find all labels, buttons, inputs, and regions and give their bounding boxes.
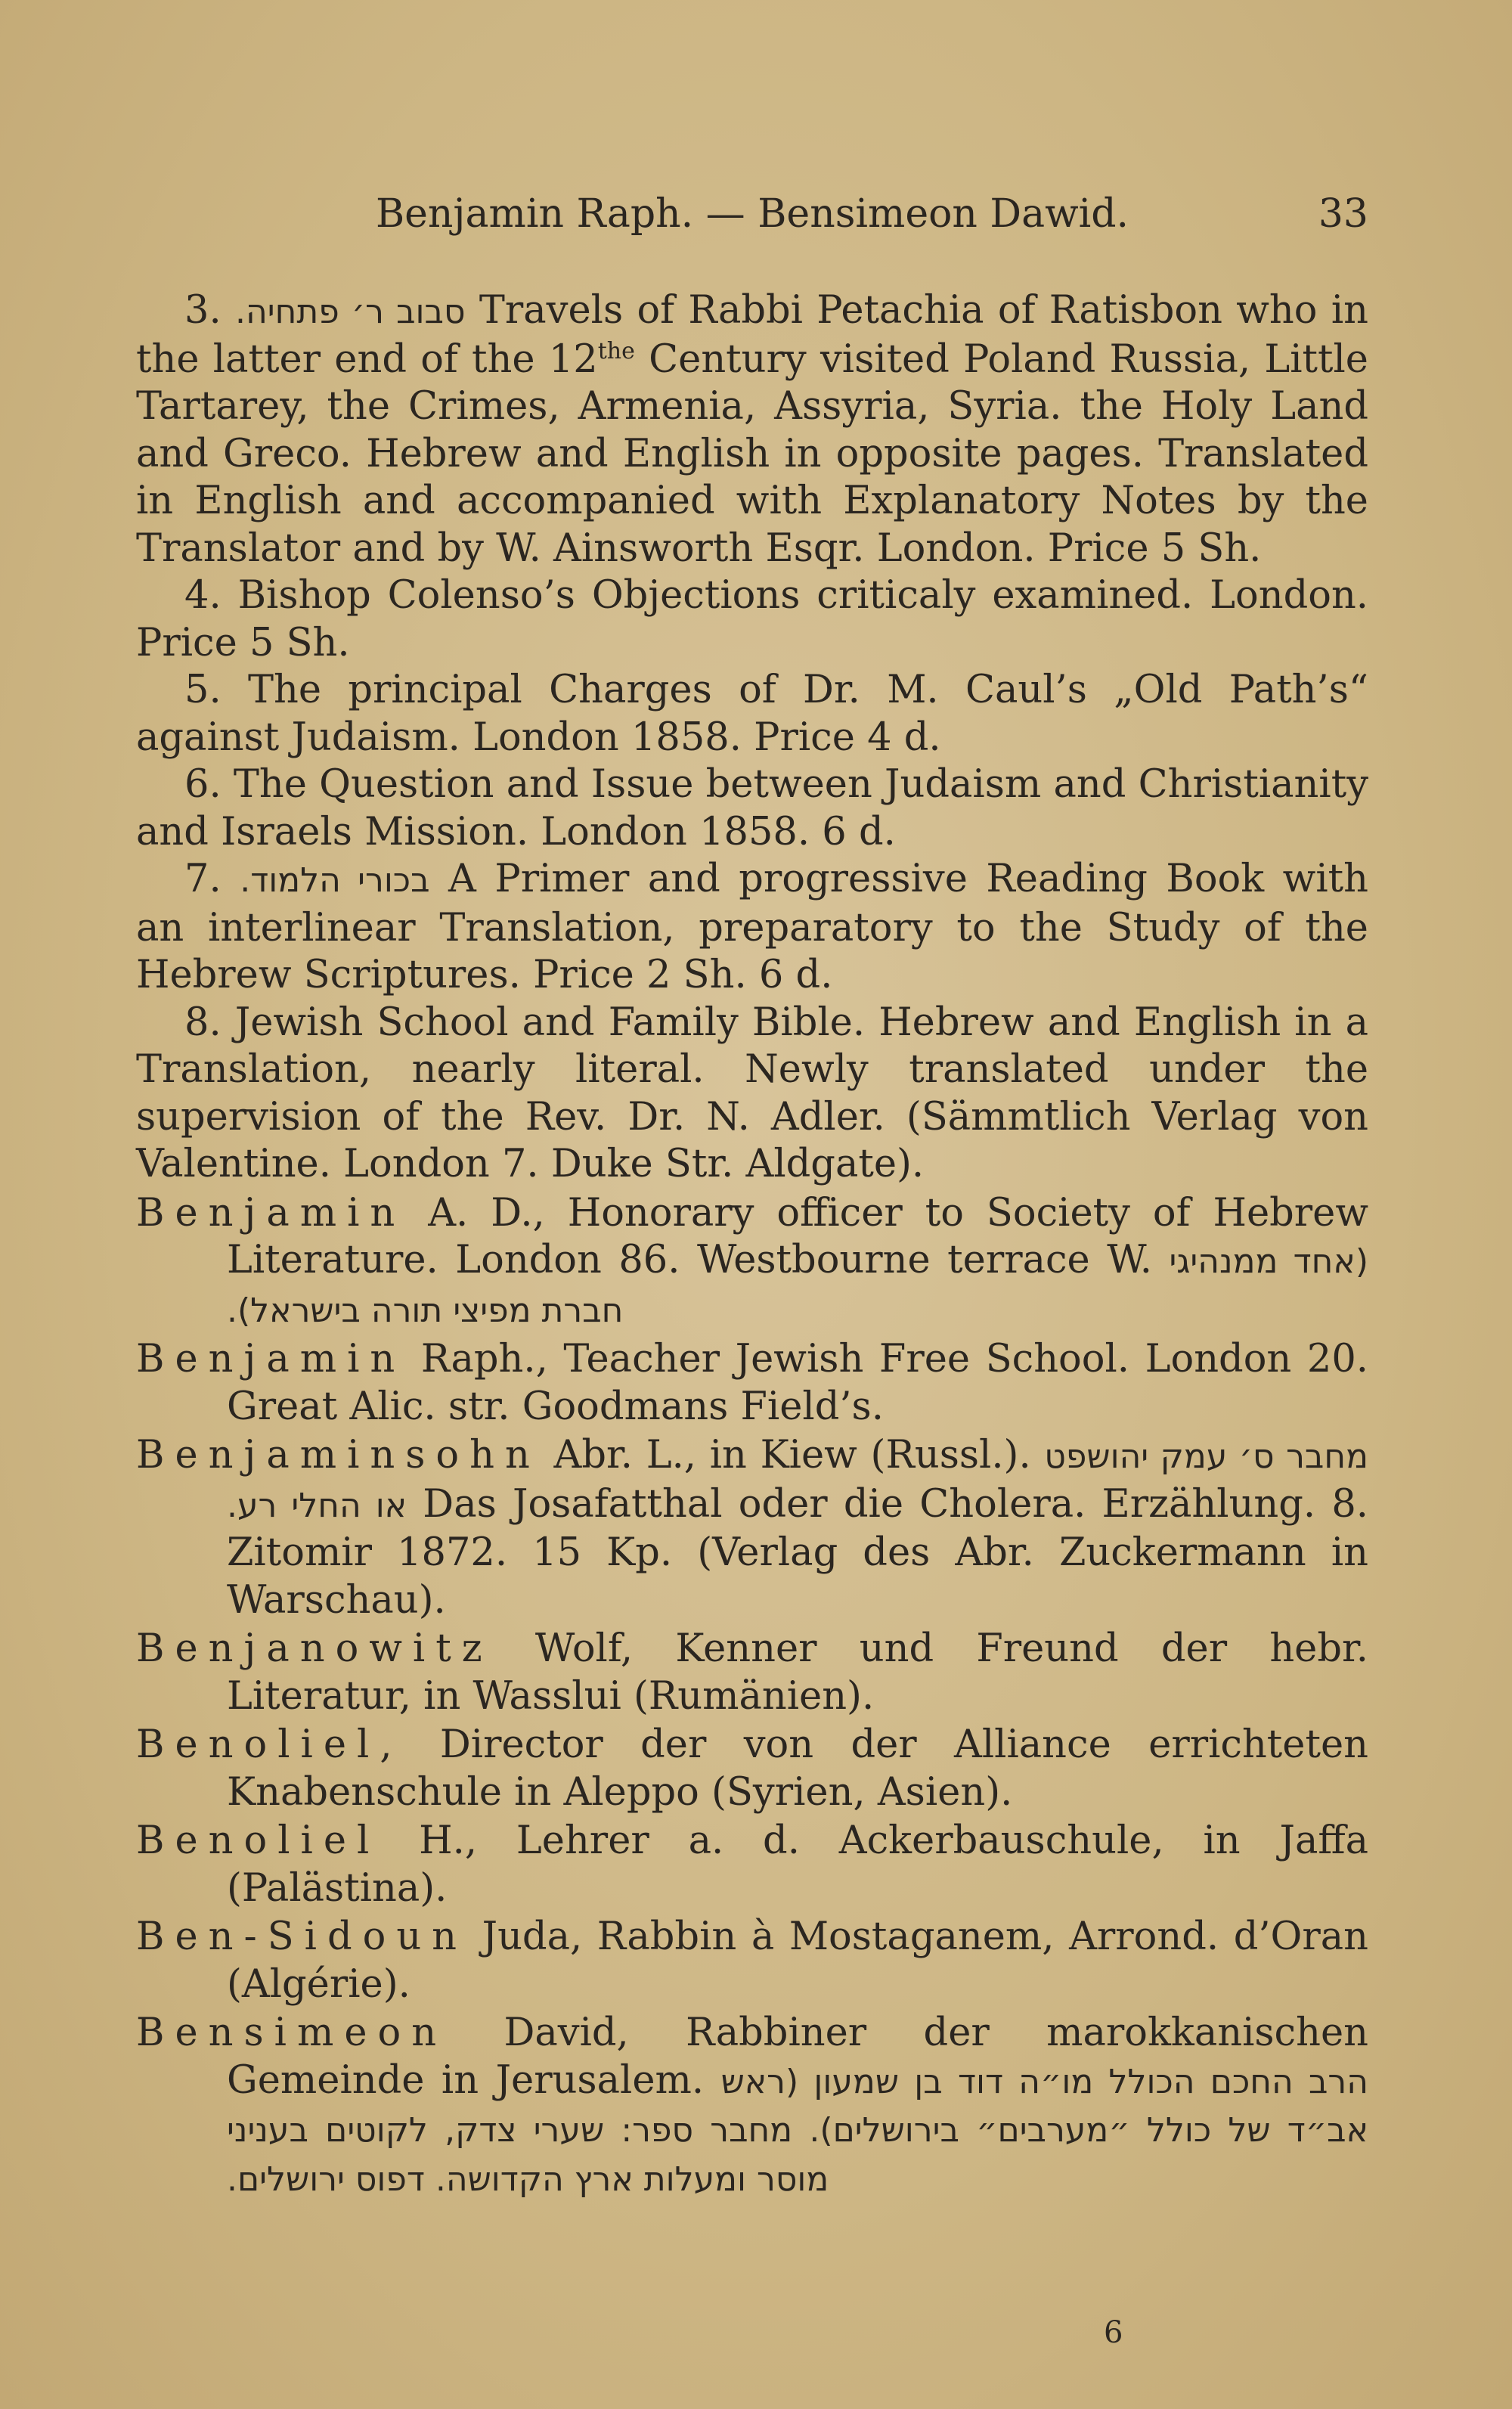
entry-name: Benjamin bbox=[136, 1190, 406, 1236]
entry: Benoliel H., Lehrer a. d. Ackerbauschule, in Jaffa (Palästina). bbox=[136, 1818, 1368, 1911]
entry: Benoliel, Director der von der Alliance errichteten Knabenschule in Aleppo (Syrien, Asien). bbox=[136, 1722, 1368, 1815]
signature-mark: 6 bbox=[1104, 2315, 1123, 2350]
entry-name: Benjanowitz bbox=[136, 1626, 493, 1671]
entry-name: Benoliel, bbox=[136, 1722, 403, 1767]
list-item: 7. בכורי הלמוד. A Primer and progressive Reading Book with an interlinear Translation, preparatory to the Study of the Hebrew Scriptures. Price 2 Sh. 6 d. bbox=[136, 857, 1368, 997]
entry: Bensimeon David, Rabbiner der marokkanischen Gemeinde in Jerusalem. הרב החכם הכולל מו״ה דוד בן שמעון (ראש אב״ד של כולל ״מערבים״ בירושלים). מחבר ספר: שערי צדק, לקוטים בעניני מוסר ומעלות ארץ הקדושה. דפוס ירושלים. bbox=[136, 2011, 1368, 2199]
entry: Benjanowitz Wolf, Kenner und Freund der hebr. Literatur, in Wasslui (Rumänien). bbox=[136, 1626, 1368, 1719]
entry: Ben-Sidoun Juda, Rabbin à Mostaganem, Arrond. d’Oran (Algérie). bbox=[136, 1914, 1368, 2007]
list-item: 5. The principal Charges of Dr. M. Caul’s „Old Path’s“ against Judaism. London 1858. Price 4 d. bbox=[136, 668, 1368, 760]
entry: Benjamin A. D., Honorary officer to Society of Hebrew Literature. London 86. Westbourne terrace W. (אחד ממנהיגי חברת מפיצי תורה בישראל). bbox=[136, 1190, 1368, 1330]
entry-name: Bensimeon bbox=[136, 2011, 448, 2055]
hebrew-text: הרב החכם הכולל מו״ה דוד בן שמעון (ראש אב״ד של כולל ״מערבים״ בירושלים). מחבר ספר: שערי צדק, לקוטים בעניני מוסר ומעלות ארץ הקדושה. דפוס ירושלים. bbox=[227, 2062, 1368, 2199]
hebrew-text: מחבר ס׳ עמק יהושפט או החלי רע. bbox=[227, 1437, 1369, 1525]
page-number: 33 bbox=[1318, 191, 1368, 237]
page-body bbox=[136, 287, 1368, 2203]
list-item: 4. Bishop Colenso’s Objections criticaly examined. London. Price 5 Sh. bbox=[136, 573, 1368, 665]
header-title: Benjamin Raph. — Bensimeon Dawid. bbox=[375, 191, 1129, 237]
hebrew-text: (אחד ממנהיגי חברת מפיצי תורה בישראל). bbox=[227, 1242, 1368, 1330]
entry-name: Benoliel bbox=[136, 1818, 380, 1863]
entry-name: Benjamin bbox=[136, 1337, 406, 1381]
entry-name: Benjaminsohn bbox=[136, 1433, 541, 1477]
hebrew-title: סבוב ר׳ פתחיה. bbox=[235, 293, 466, 331]
entry-name: Ben-Sidoun bbox=[136, 1914, 468, 1959]
hebrew-title: בכורי הלמוד. bbox=[240, 861, 430, 900]
running-header bbox=[136, 188, 1368, 240]
entry: Benjaminsohn Abr. L., in Kiew (Russl.). מחבר ס׳ עמק יהושפט או החלי רע. Das Josafatthal oder die Cholera. Erzählung. 8. Zitomir 1872. 15 Kp. (Verlag des Abr. Zuckermann in Warschau). bbox=[136, 1433, 1369, 1623]
list-item: 8. Jewish School and Family Bible. Hebrew and English in a Translation, nearly literal. Newly translated under the supervision of the Rev. Dr. N. Adler. (Sämmtlich Verlag von Valentine. London 7. Duke Str. Aldgate). bbox=[136, 1000, 1368, 1186]
list-item: 3. סבוב ר׳ פתחיה. Travels of Rabbi Petachia of Ratisbon who in the latter end of the $12^{the}$ Century visited Poland Russia, Little Tartarey, the Crimes, Armenia, Assyria, Syria. the Holy Land and Greco. Hebrew and English in opposite pages. Translated in English and accompanied with Explanatory Notes by the Translator and by W. Ainsworth Esqr. London. Price 5 Sh. bbox=[136, 288, 1368, 571]
list-item: 6. The Question and Issue between Judaism and Christianity and Israels Mission. London 1858. 6 d. bbox=[136, 762, 1368, 854]
entry: Benjamin Raph., Teacher Jewish Free School. London 20. Great Alic. str. Goodmans Field’s. bbox=[136, 1337, 1368, 1429]
